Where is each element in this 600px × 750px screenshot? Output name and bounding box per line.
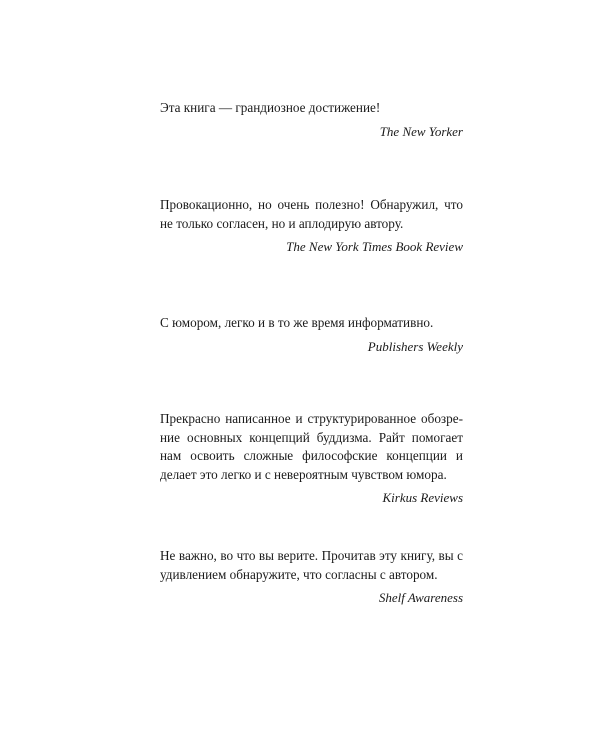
review-source: The New Yorker bbox=[379, 123, 463, 139]
review-source: Kirkus Reviews bbox=[382, 490, 463, 505]
review-block bbox=[160, 99, 463, 140]
review-quote: Эта книга — грандиозное достижение! bbox=[160, 100, 381, 115]
review-block bbox=[160, 314, 463, 355]
review-quote: Провокационно, но очень полезно! Обнаружил, что не только согласен, но и аплодирую автору. bbox=[160, 197, 463, 231]
review-quote: С юмором, легко и в то же время информативно. bbox=[160, 315, 434, 330]
review-quote: Не важно, во что вы верите. Прочитав эту книгу, вы с удивлением обнаружите, что согласны с автором. bbox=[160, 548, 463, 582]
review-source: Publishers Weekly bbox=[367, 338, 463, 354]
review-block bbox=[160, 410, 463, 506]
review-block bbox=[160, 196, 463, 255]
review-source: The New York Times Book Review bbox=[286, 239, 463, 254]
review-quote: Прекрасно написанное и структурированное обозрение основных концепций буддизма. Райт помогает нам освоить сложные философские концепции и делает это легко и с невероятным чувством юмора. bbox=[160, 411, 463, 482]
review-block bbox=[160, 547, 463, 606]
review-source: Shelf Awareness bbox=[378, 590, 463, 605]
